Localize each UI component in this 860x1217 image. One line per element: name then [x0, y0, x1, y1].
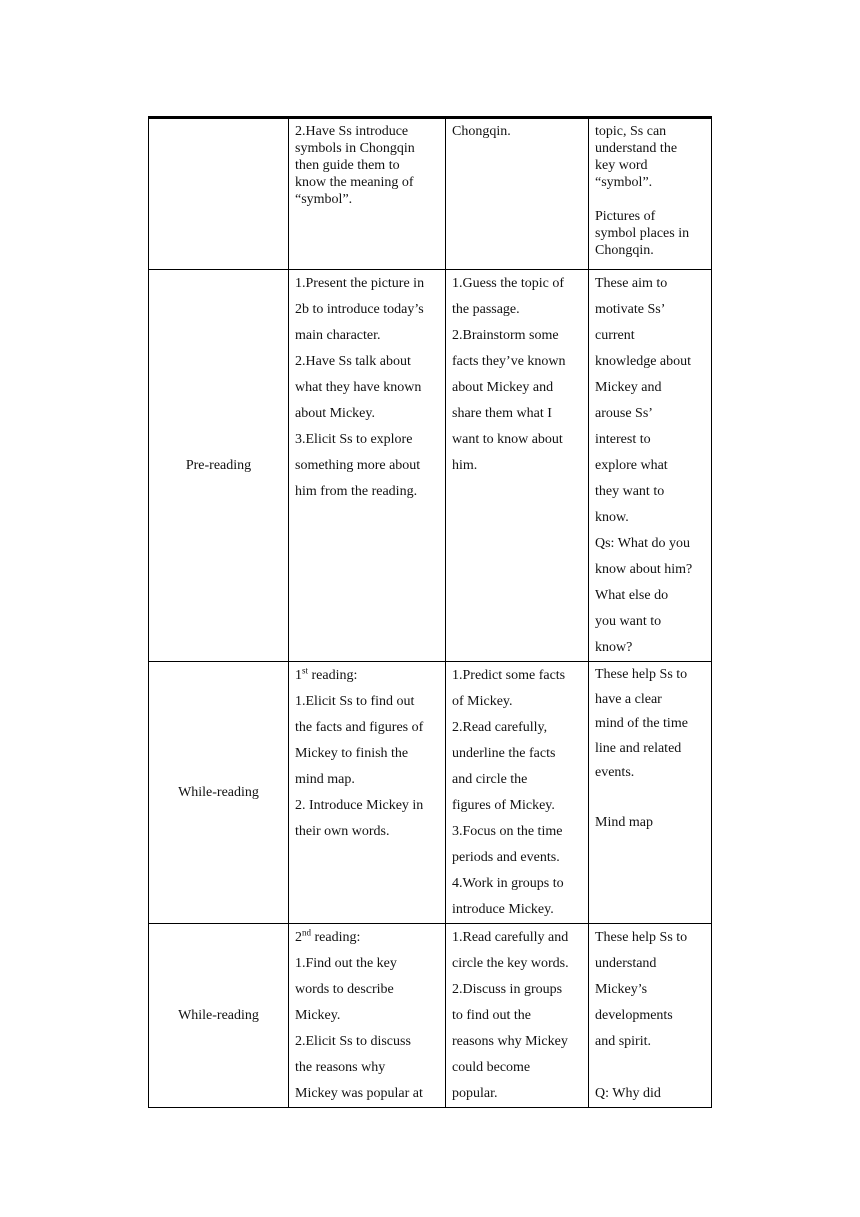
text-line: introduce Mickey. [452, 902, 554, 917]
ordinal-suffix: st [302, 665, 309, 676]
text-line: underline the facts [452, 746, 556, 761]
text-line: 1.Elicit Ss to find out [295, 694, 415, 709]
text-line: main character. [295, 328, 381, 343]
text-line: knowledge about [595, 354, 692, 369]
reading-number: 2 [295, 930, 302, 945]
text-line: mind of the time [595, 716, 688, 731]
text-line: explore what [595, 458, 668, 473]
text-line: then guide them to [295, 158, 400, 173]
text-line: symbols in Chongqin [295, 141, 415, 156]
text-line: Chongqin. [452, 124, 511, 139]
teacher-activity-cell [289, 118, 446, 270]
text-line: have a clear [595, 691, 662, 707]
text-line: about Mickey and [452, 380, 554, 395]
text-line: and circle the [452, 772, 528, 787]
text-line: Mickey’s [595, 982, 648, 997]
text-line: mind map. [295, 772, 355, 787]
purpose-cell [589, 118, 712, 270]
text-line: know. [595, 510, 629, 525]
text-line: 1.Predict some facts [452, 668, 566, 683]
text-line: him from the reading. [295, 484, 418, 499]
paragraph-gap [595, 1055, 705, 1081]
text-line: line and related [595, 740, 682, 756]
text-line: Pictures of [595, 209, 656, 224]
text-line: the reasons why [295, 1060, 386, 1075]
text-line: Q: Why did [595, 1086, 661, 1101]
text-line: key word [595, 158, 648, 173]
text-line: 3.Focus on the time [452, 824, 563, 839]
reading-label: reading: [311, 930, 361, 945]
paragraph-gap [595, 191, 705, 208]
table-row [149, 924, 712, 1108]
ordinal-suffix: nd [302, 927, 311, 938]
reading-label: reading: [308, 668, 358, 683]
text-line: These help Ss to [595, 667, 688, 682]
text-line: popular. [452, 1086, 498, 1101]
teacher-activity-cell [289, 662, 446, 924]
text-line: developments [595, 1008, 673, 1023]
text-line: something more about [295, 458, 421, 473]
stage-cell: Pre-reading [149, 270, 289, 662]
table-row [149, 270, 712, 662]
text-line: and spirit. [595, 1034, 651, 1049]
text-line: arouse Ss’ [595, 406, 653, 421]
text-line: the facts and figures of [295, 720, 424, 735]
table-row [149, 662, 712, 924]
text-line: 2b to introduce today’s [295, 302, 424, 317]
text-line: 1.Read carefully and [452, 930, 569, 945]
text-line: the passage. [452, 302, 520, 317]
text-line: topic, Ss can [595, 124, 667, 139]
text-line: 2.Elicit Ss to discuss [295, 1034, 411, 1049]
text-line: facts they’ve known [452, 354, 566, 369]
text-line: events. [595, 765, 635, 780]
text-line: 1.Find out the key [295, 956, 397, 971]
student-activity-cell [446, 662, 589, 924]
stage-cell: While-reading [149, 924, 289, 1108]
text-line: share them what I [452, 406, 552, 421]
text-line: “symbol”. [595, 175, 653, 190]
text-line: Qs: What do you [595, 536, 691, 551]
text-line: reasons why Mickey [452, 1034, 568, 1049]
text-line: 2.Read carefully, [452, 720, 548, 735]
reading-number: 1 [295, 668, 302, 683]
text-line: current [595, 328, 635, 343]
student-activity-cell [446, 924, 589, 1108]
purpose-cell [589, 924, 712, 1108]
reading-heading [295, 925, 439, 951]
text-line: circle the key words. [452, 956, 569, 971]
text-line: 1.Guess the topic of [452, 276, 564, 291]
text-line: what they have known [295, 380, 422, 395]
purpose-cell [589, 662, 712, 924]
text-line: understand the [595, 141, 678, 156]
text-line: to find out the [452, 1008, 531, 1023]
teacher-activity-cell [289, 270, 446, 662]
text-line: they want to [595, 484, 665, 499]
text-line: What else do [595, 588, 669, 603]
text-line: 1.Present the picture in [295, 276, 425, 291]
paragraph-gap [595, 786, 705, 811]
text-line: interest to [595, 432, 651, 447]
purpose-cell [589, 270, 712, 662]
text-line: Mickey and [595, 380, 662, 395]
text-line: could become [452, 1060, 531, 1075]
text-line: know? [595, 640, 633, 655]
text-line: words to describe [295, 982, 394, 997]
lesson-plan-table [148, 116, 712, 1108]
text-line: periods and events. [452, 850, 560, 865]
text-line: 2.Have Ss introduce [295, 124, 409, 139]
text-line: know the meaning of [295, 175, 414, 190]
text-line: Mickey was popular at [295, 1086, 423, 1101]
text-line: Mickey. [295, 1008, 341, 1023]
text-line: 3.Elicit Ss to explore [295, 432, 413, 447]
text-line: 2.Brainstorm some [452, 328, 559, 343]
stage-cell [149, 118, 289, 270]
text-line: 4.Work in groups to [452, 876, 564, 891]
text-line: “symbol”. [295, 192, 353, 207]
text-line: their own words. [295, 824, 390, 839]
text-line: figures of Mickey. [452, 798, 555, 813]
text-line: Chongqin. [595, 243, 654, 258]
text-line: Mind map [595, 814, 653, 830]
student-activity-cell [446, 118, 589, 270]
student-activity-cell [446, 270, 589, 662]
text-line: These aim to [595, 276, 668, 291]
text-line: Mickey to finish the [295, 746, 409, 761]
text-line: motivate Ss’ [595, 302, 666, 317]
text-line: about Mickey. [295, 406, 375, 421]
text-line: understand [595, 956, 657, 971]
stage-cell: While-reading [149, 662, 289, 924]
text-line: These help Ss to [595, 930, 688, 945]
text-line: 2. Introduce Mickey in [295, 798, 424, 813]
text-line: of Mickey. [452, 694, 513, 709]
text-line: want to know about [452, 432, 563, 447]
text-line: him. [452, 458, 478, 473]
reading-heading [295, 663, 439, 689]
table-row [149, 118, 712, 270]
text-line: 2.Discuss in groups [452, 982, 563, 997]
teacher-activity-cell [289, 924, 446, 1108]
text-line: symbol places in [595, 226, 690, 241]
text-line: you want to [595, 614, 662, 629]
text-line: 2.Have Ss talk about [295, 354, 411, 369]
text-line: know about him? [595, 562, 693, 577]
